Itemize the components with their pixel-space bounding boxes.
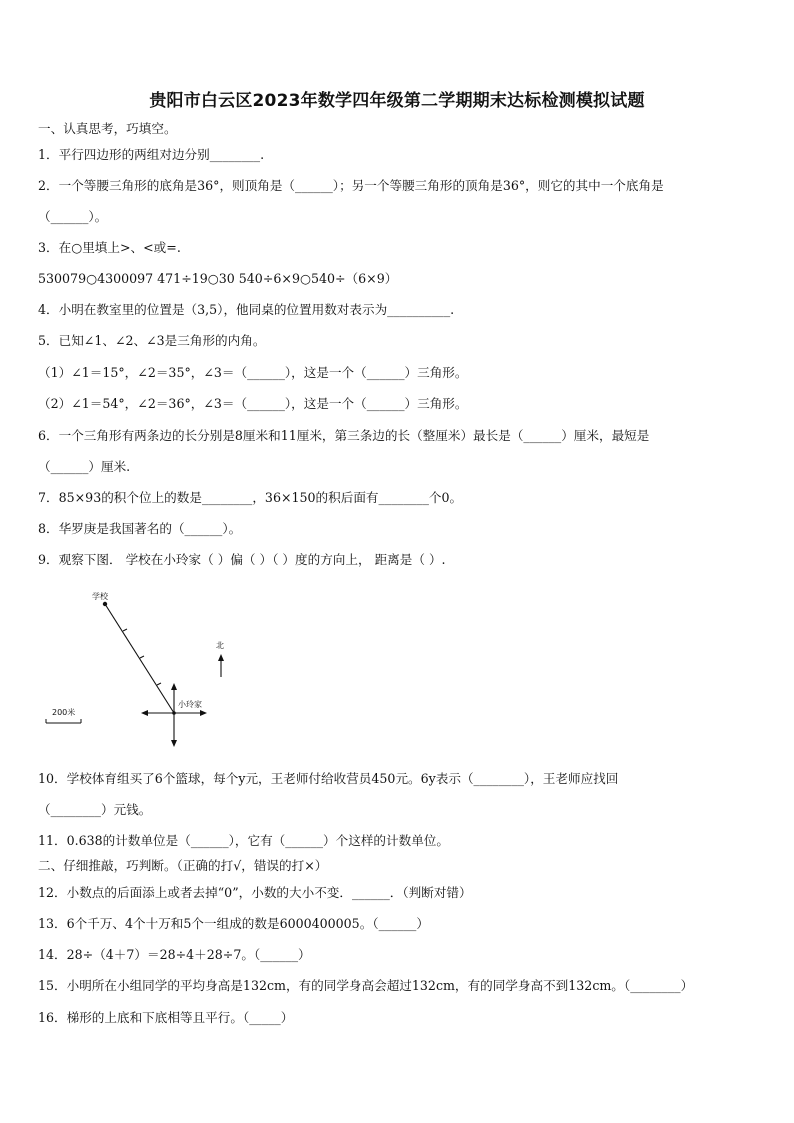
question-15: 15．小明所在小组同学的平均身高是132cm，有的同学身高会超过132cm，有的同学身高不到132cm。（________） xyxy=(38,978,694,993)
scale-label: 200米 xyxy=(52,708,76,717)
arrow-right-icon xyxy=(200,710,207,716)
home-label: 小玲家 xyxy=(178,700,202,709)
question-5-part-2: （2）∠1＝54°，∠2＝36°，∠3＝（______），这是一个（______）三角形。 xyxy=(38,396,468,411)
school-label: 学校 xyxy=(92,592,108,601)
question-3: 3．在○里填上>、<或=. xyxy=(38,240,181,255)
question-9: 9．观察下图． 学校在小玲家（ ）偏（ ）（ ）度的方向上， 距离是（ ）. xyxy=(38,552,446,567)
page-title: 贵阳市白云区2023年数学四年级第二学期期末达标检测模拟试题 xyxy=(149,91,645,111)
question-4: 4．小明在教室里的位置是（3,5），他同桌的位置用数对表示为__________. xyxy=(38,302,455,317)
question-1: 1．平行四边形的两组对边分别________. xyxy=(38,147,265,162)
question-11: 11．0.638的计数单位是（______），它有（______）个这样的计数单位。 xyxy=(38,833,449,848)
question-13: 13．6个千万、4个十万和5个一组成的数是6000400005。（______） xyxy=(38,916,429,931)
question-5: 5．已知∠1、∠2、∠3是三角形的内角。 xyxy=(38,333,266,348)
question-6-line-2: （______）厘米. xyxy=(38,459,131,474)
question-6-line-1: 6．一个三角形有两条边的长分别是8厘米和11厘米，第三条边的长（整厘米）最长是（______）厘米，最短是 xyxy=(38,428,650,443)
route-line xyxy=(105,604,174,713)
route-tick xyxy=(157,683,161,685)
question-3-expressions: 530079○4300097 471÷19○30 540÷6×9○540÷（6×9） xyxy=(38,271,398,286)
north-arrow-icon xyxy=(218,654,224,661)
question-10-line-2: （________）元钱。 xyxy=(38,802,152,817)
route-tick xyxy=(140,656,144,658)
question-5-part-1: （1）∠1＝15°，∠2＝35°，∠3＝（______），这是一个（______）三角形。 xyxy=(38,365,468,380)
arrow-left-icon xyxy=(141,710,148,716)
direction-diagram xyxy=(38,582,238,752)
question-2-line-1: 2．一个等腰三角形的底角是36°，则顶角是（______）；另一个等腰三角形的顶角是36°，则它的其中一个底角是 xyxy=(38,178,664,193)
section-heading-2: 二、仔细推敲，巧判断。（正确的打√，错误的打×） xyxy=(38,858,328,873)
north-label: 北 xyxy=(216,641,224,650)
section-heading-1: 一、认真思考，巧填空。 xyxy=(38,121,177,136)
question-16: 16．梯形的上底和下底相等且平行。（_____） xyxy=(38,1010,294,1025)
question-2-line-2: （______）。 xyxy=(38,209,108,224)
question-10-line-1: 10．学校体育组买了6个篮球，每个y元，王老师付给收营员450元。6y表示（________），王老师应找回 xyxy=(38,771,619,786)
question-7: 7．85×93的积个位上的数是________，36×150的积后面有________个0。 xyxy=(38,490,463,505)
question-12: 12．小数点的后面添上或者去掉“0”，小数的大小不变．______．（判断对错） xyxy=(38,885,472,900)
arrow-down-icon xyxy=(171,740,177,747)
question-14: 14．28÷（4＋7）＝28÷4＋28÷7。（______） xyxy=(38,947,311,962)
home-point xyxy=(172,711,176,715)
question-8: 8．华罗庚是我国著名的（______）。 xyxy=(38,521,242,536)
arrow-up-icon xyxy=(171,683,177,690)
route-tick xyxy=(123,629,127,631)
